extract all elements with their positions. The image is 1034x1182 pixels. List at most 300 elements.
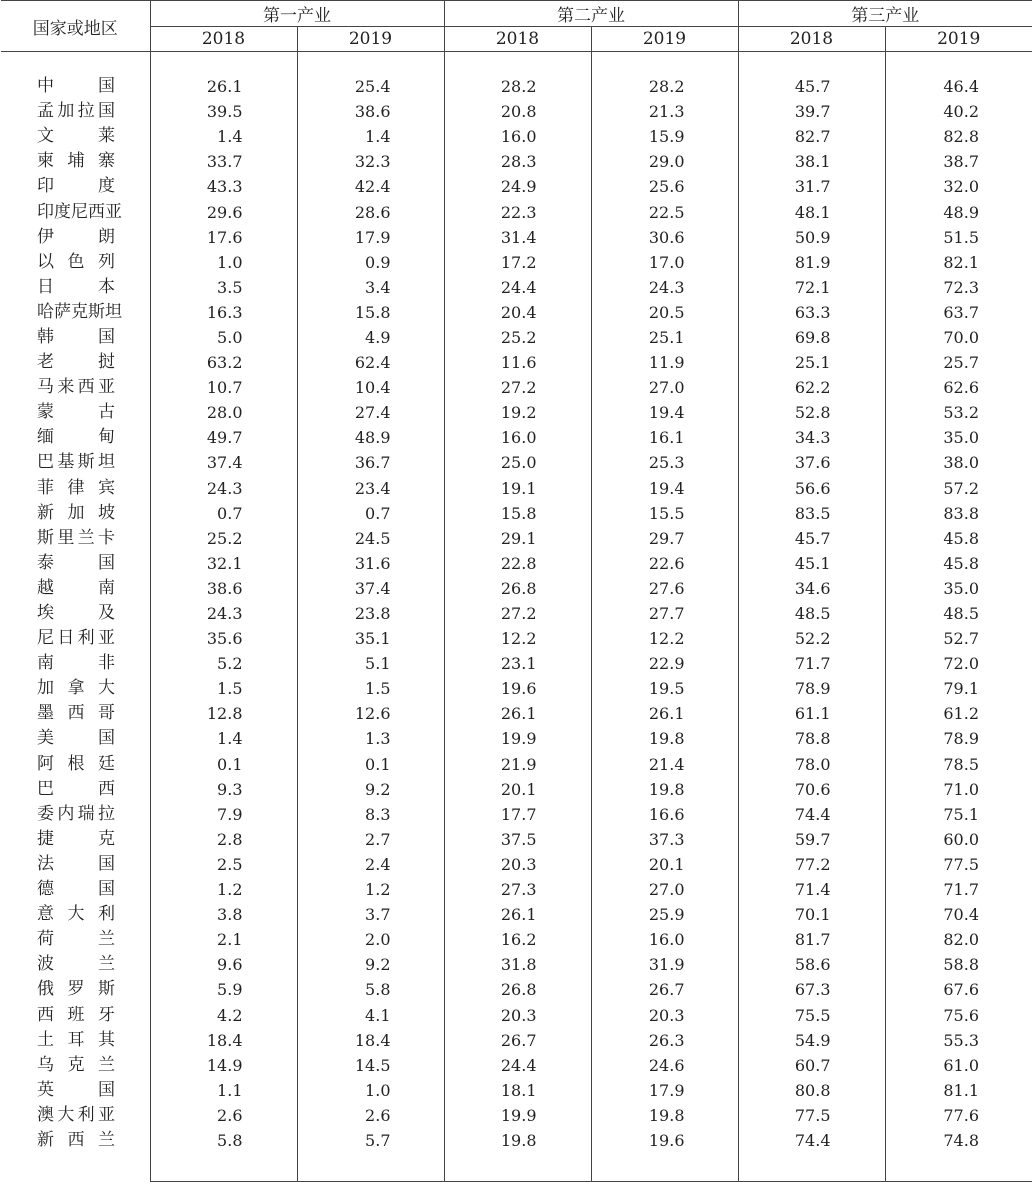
value-cell: 20.5 <box>591 300 738 325</box>
value-cell: 23.1 <box>444 651 591 676</box>
year-header: 2019 <box>591 27 738 52</box>
table-row <box>1 99 1032 124</box>
value-cell: 5.2 <box>150 651 297 676</box>
year-header: 2018 <box>444 27 591 52</box>
region-name: 新西兰 <box>37 1129 115 1150</box>
value-cell: 10.4 <box>297 375 444 400</box>
value-cell: 70.4 <box>943 905 979 925</box>
region-name: 意大利 <box>37 904 115 925</box>
value-cell: 27.0 <box>591 877 738 902</box>
region-cell <box>1 626 150 651</box>
value-cell: 2.7 <box>297 827 444 852</box>
value-cell: 16.0 <box>444 124 591 149</box>
value-cell: 16.0 <box>444 425 591 450</box>
region-name: 中国 <box>37 76 115 97</box>
region-cell <box>1 425 150 450</box>
region-cell <box>1 902 150 927</box>
industry-structure-table <box>1 1 1032 1182</box>
value-cell: 52.8 <box>738 400 885 425</box>
value-cell: 15.8 <box>297 300 444 325</box>
value-cell: 11.6 <box>444 350 591 375</box>
table-row <box>1 250 1032 275</box>
value-cell: 28.3 <box>444 149 591 174</box>
value-cell: 19.6 <box>591 1128 738 1153</box>
table-row <box>1 701 1032 726</box>
table-row <box>1 977 1032 1002</box>
year-header: 2019 <box>885 27 1032 52</box>
value-cell: 80.8 <box>738 1078 885 1103</box>
value-cell: 31.8 <box>444 952 591 977</box>
region-name: 尼日利亚 <box>37 628 115 649</box>
value-cell: 74.4 <box>738 802 885 827</box>
value-cell: 5.1 <box>297 651 444 676</box>
region-name: 乌克兰 <box>37 1054 115 1075</box>
value-cell: 19.9 <box>444 1103 591 1128</box>
value-cell: 27.6 <box>591 576 738 601</box>
region-name: 韩国 <box>37 326 115 347</box>
value-cell: 21.9 <box>444 752 591 777</box>
value-cell: 8.3 <box>297 802 444 827</box>
table-row <box>1 752 1032 777</box>
region-cell <box>1 526 150 551</box>
table-body <box>1 52 1032 1182</box>
region-name: 马来西亚 <box>37 377 115 398</box>
value-cell: 35.6 <box>150 626 297 651</box>
value-cell: 45.8 <box>943 553 979 573</box>
value-cell: 20.3 <box>591 1002 738 1027</box>
value-cell: 31.6 <box>297 551 444 576</box>
value-cell: 24.3 <box>150 601 297 626</box>
year-header: 2018 <box>738 27 885 52</box>
region-name: 越南 <box>37 577 115 598</box>
value-cell: 25.2 <box>444 325 591 350</box>
value-cell: 19.6 <box>444 676 591 701</box>
region-name: 老挝 <box>37 352 115 373</box>
region-name: 菲律宾 <box>37 477 115 498</box>
region-cell <box>1 877 150 902</box>
value-cell: 7.9 <box>150 802 297 827</box>
value-cell: 78.9 <box>738 676 885 701</box>
value-cell: 16.6 <box>591 802 738 827</box>
value-cell: 38.6 <box>297 99 444 124</box>
value-cell: 62.2 <box>738 375 885 400</box>
table-row <box>1 400 1032 425</box>
value-cell: 26.3 <box>591 1028 738 1053</box>
value-cell: 11.9 <box>591 350 738 375</box>
value-cell: 19.8 <box>444 1128 591 1153</box>
value-cell: 1.2 <box>150 877 297 902</box>
region-name: 斯里兰卡 <box>37 527 115 548</box>
table-row <box>1 1128 1032 1153</box>
value-cell: 17.2 <box>444 250 591 275</box>
region-cell <box>1 99 150 124</box>
region-name: 柬埔寨 <box>37 151 115 172</box>
value-cell: 58.6 <box>738 952 885 977</box>
region-cell <box>1 676 150 701</box>
value-cell: 39.5 <box>150 99 297 124</box>
value-cell: 3.5 <box>150 275 297 300</box>
value-cell: 1.3 <box>297 726 444 751</box>
value-cell: 4.1 <box>297 1002 444 1027</box>
value-cell: 48.5 <box>738 601 885 626</box>
region-cell <box>1 726 150 751</box>
region-cell <box>1 827 150 852</box>
value-cell: 78.8 <box>738 726 885 751</box>
region-cell <box>1 250 150 275</box>
region-column-header: 国家或地区 <box>1 1 150 52</box>
region-cell <box>1 1128 150 1153</box>
value-cell: 1.4 <box>150 726 297 751</box>
value-cell: 20.8 <box>444 99 591 124</box>
tertiary-industry-header: 第三产业 <box>738 1 1032 27</box>
table-row <box>1 1028 1032 1053</box>
value-cell: 23.8 <box>297 601 444 626</box>
value-cell: 0.1 <box>297 752 444 777</box>
year-header: 2019 <box>297 27 444 52</box>
region-name: 孟加拉国 <box>37 101 115 122</box>
table-row <box>1 877 1032 902</box>
value-cell: 83.5 <box>738 501 885 526</box>
value-cell: 26.1 <box>444 701 591 726</box>
table-row <box>1 425 1032 450</box>
value-cell: 0.1 <box>150 752 297 777</box>
value-cell: 51.5 <box>943 227 979 247</box>
value-cell: 74.8 <box>943 1130 979 1150</box>
value-cell: 1.2 <box>297 877 444 902</box>
value-cell: 17.7 <box>444 802 591 827</box>
value-cell: 3.7 <box>297 902 444 927</box>
value-cell: 4.9 <box>297 325 444 350</box>
region-cell <box>1 977 150 1002</box>
value-cell: 38.6 <box>150 576 297 601</box>
value-cell: 25.1 <box>591 325 738 350</box>
value-cell: 12.8 <box>150 701 297 726</box>
value-cell: 71.0 <box>943 779 979 799</box>
value-cell: 19.8 <box>591 777 738 802</box>
value-cell: 26.1 <box>150 74 297 99</box>
value-cell: 27.3 <box>444 877 591 902</box>
table-row <box>1 74 1032 99</box>
table-row <box>1 174 1032 199</box>
table-row <box>1 199 1032 224</box>
value-cell: 19.4 <box>591 400 738 425</box>
value-cell: 71.4 <box>738 877 885 902</box>
value-cell: 1.5 <box>297 676 444 701</box>
value-cell: 24.3 <box>150 476 297 501</box>
value-cell: 72.1 <box>738 275 885 300</box>
table-row <box>1 300 1032 325</box>
value-cell: 34.3 <box>738 425 885 450</box>
table-row <box>1 576 1032 601</box>
value-cell: 63.7 <box>943 302 979 322</box>
table-row <box>1 952 1032 977</box>
table-row <box>1 676 1032 701</box>
value-cell: 54.9 <box>738 1028 885 1053</box>
value-cell: 35.0 <box>943 578 979 598</box>
value-cell: 82.0 <box>943 930 979 950</box>
region-name: 加拿大 <box>37 678 115 699</box>
value-cell: 26.8 <box>444 576 591 601</box>
value-cell: 26.1 <box>591 701 738 726</box>
value-cell: 48.1 <box>738 199 885 224</box>
value-cell: 37.4 <box>150 450 297 475</box>
region-cell <box>1 1028 150 1053</box>
region-name: 法国 <box>37 853 115 874</box>
value-cell: 36.7 <box>297 450 444 475</box>
primary-industry-header: 第一产业 <box>150 1 444 27</box>
region-name: 埃及 <box>37 603 115 624</box>
region-name: 俄罗斯 <box>37 979 115 1000</box>
region-cell <box>1 651 150 676</box>
value-cell: 20.1 <box>444 777 591 802</box>
value-cell: 39.7 <box>738 99 885 124</box>
value-cell: 72.3 <box>943 277 979 297</box>
region-cell <box>1 174 150 199</box>
value-cell: 22.6 <box>591 551 738 576</box>
value-cell: 2.6 <box>297 1103 444 1128</box>
table-row <box>1 124 1032 149</box>
region-name: 巴西 <box>37 778 115 799</box>
value-cell: 38.0 <box>943 453 979 473</box>
value-cell: 45.7 <box>738 526 885 551</box>
value-cell: 31.9 <box>591 952 738 977</box>
value-cell: 25.0 <box>444 450 591 475</box>
value-cell: 26.1 <box>444 902 591 927</box>
region-cell <box>1 350 150 375</box>
value-cell: 42.4 <box>297 174 444 199</box>
value-cell: 46.4 <box>943 77 979 97</box>
region-cell <box>1 199 150 224</box>
value-cell: 33.7 <box>150 149 297 174</box>
value-cell: 1.0 <box>297 1078 444 1103</box>
value-cell: 2.8 <box>150 827 297 852</box>
value-cell: 1.0 <box>150 250 297 275</box>
table-row <box>1 375 1032 400</box>
value-cell: 32.3 <box>297 149 444 174</box>
value-cell: 75.1 <box>943 804 979 824</box>
value-cell: 40.2 <box>943 102 979 122</box>
region-name: 南非 <box>37 653 115 674</box>
value-cell: 45.1 <box>738 551 885 576</box>
value-cell: 2.4 <box>297 852 444 877</box>
value-cell: 18.1 <box>444 1078 591 1103</box>
value-cell: 26.8 <box>444 977 591 1002</box>
value-cell: 61.1 <box>738 701 885 726</box>
value-cell: 55.3 <box>943 1030 979 1050</box>
value-cell: 77.5 <box>943 854 979 874</box>
value-cell: 37.4 <box>297 576 444 601</box>
region-name: 土耳其 <box>37 1029 115 1050</box>
value-cell: 63.2 <box>150 350 297 375</box>
value-cell: 77.2 <box>738 852 885 877</box>
value-cell: 26.7 <box>444 1028 591 1053</box>
region-cell <box>1 952 150 977</box>
value-cell: 16.2 <box>444 927 591 952</box>
value-cell: 20.3 <box>444 1002 591 1027</box>
value-cell: 29.7 <box>591 526 738 551</box>
value-cell: 27.0 <box>591 375 738 400</box>
value-cell: 21.4 <box>591 752 738 777</box>
value-cell: 15.9 <box>591 124 738 149</box>
region-cell <box>1 601 150 626</box>
value-cell: 15.5 <box>591 501 738 526</box>
value-cell: 25.1 <box>738 350 885 375</box>
value-cell: 48.9 <box>943 202 979 222</box>
value-cell: 22.5 <box>591 199 738 224</box>
value-cell: 49.7 <box>150 425 297 450</box>
value-cell: 20.4 <box>444 300 591 325</box>
value-cell: 0.7 <box>297 501 444 526</box>
value-cell: 16.3 <box>150 300 297 325</box>
value-cell: 78.5 <box>943 754 979 774</box>
year-header: 2018 <box>150 27 297 52</box>
value-cell: 1.5 <box>150 676 297 701</box>
value-cell: 19.8 <box>591 726 738 751</box>
value-cell: 27.4 <box>297 400 444 425</box>
value-cell: 2.1 <box>150 927 297 952</box>
region-cell <box>1 576 150 601</box>
value-cell: 0.7 <box>150 501 297 526</box>
table-row <box>1 902 1032 927</box>
table-row <box>1 1103 1032 1128</box>
value-cell: 81.9 <box>738 250 885 275</box>
value-cell: 9.3 <box>150 777 297 802</box>
value-cell: 2.5 <box>150 852 297 877</box>
value-cell: 29.6 <box>150 199 297 224</box>
region-name: 日本 <box>37 276 115 297</box>
value-cell: 62.6 <box>943 378 979 398</box>
value-cell: 43.3 <box>150 174 297 199</box>
table-row <box>1 275 1032 300</box>
region-name: 波兰 <box>37 954 115 975</box>
value-cell: 19.8 <box>591 1103 738 1128</box>
table-row <box>1 501 1032 526</box>
value-cell: 23.4 <box>297 476 444 501</box>
value-cell: 78.0 <box>738 752 885 777</box>
value-cell: 17.9 <box>591 1078 738 1103</box>
value-cell: 2.6 <box>150 1103 297 1128</box>
value-cell: 27.2 <box>444 375 591 400</box>
value-cell: 71.7 <box>738 651 885 676</box>
table-row <box>1 726 1032 751</box>
value-cell: 67.3 <box>738 977 885 1002</box>
value-cell: 50.9 <box>738 225 885 250</box>
spacer-row <box>1 1153 1032 1182</box>
group-header-row <box>1 1 1032 27</box>
table-row <box>1 450 1032 475</box>
value-cell: 78.9 <box>943 729 979 749</box>
value-cell: 61.2 <box>943 704 979 724</box>
value-cell: 61.0 <box>943 1055 979 1075</box>
region-cell <box>1 501 150 526</box>
value-cell: 17.6 <box>150 225 297 250</box>
value-cell: 14.5 <box>297 1053 444 1078</box>
value-cell: 81.7 <box>738 927 885 952</box>
value-cell: 71.7 <box>943 880 979 900</box>
region-cell <box>1 1078 150 1103</box>
table-row <box>1 777 1032 802</box>
region-cell <box>1 275 150 300</box>
value-cell: 56.6 <box>738 476 885 501</box>
region-name: 美国 <box>37 728 115 749</box>
region-name: 文莱 <box>37 126 115 147</box>
value-cell: 31.4 <box>444 225 591 250</box>
value-cell: 53.2 <box>943 403 979 423</box>
region-name: 印度尼西亚 <box>37 201 122 222</box>
table-row <box>1 325 1032 350</box>
value-cell: 25.2 <box>150 526 297 551</box>
value-cell: 19.1 <box>444 476 591 501</box>
value-cell: 62.4 <box>297 350 444 375</box>
value-cell: 4.2 <box>150 1002 297 1027</box>
region-name: 墨西哥 <box>37 703 115 724</box>
value-cell: 5.7 <box>297 1128 444 1153</box>
value-cell: 48.9 <box>297 425 444 450</box>
value-cell: 16.0 <box>591 927 738 952</box>
region-name: 伊朗 <box>37 226 115 247</box>
value-cell: 45.7 <box>738 74 885 99</box>
region-cell <box>1 1103 150 1128</box>
value-cell: 27.2 <box>444 601 591 626</box>
table-row <box>1 1002 1032 1027</box>
value-cell: 29.0 <box>591 149 738 174</box>
value-cell: 25.9 <box>591 902 738 927</box>
table-row <box>1 651 1032 676</box>
table-row <box>1 827 1032 852</box>
region-name: 巴基斯坦 <box>37 452 115 473</box>
value-cell: 25.4 <box>297 74 444 99</box>
value-cell: 5.0 <box>150 325 297 350</box>
value-cell: 77.6 <box>943 1105 979 1125</box>
value-cell: 38.1 <box>738 149 885 174</box>
region-name: 英国 <box>37 1079 115 1100</box>
value-cell: 9.2 <box>297 952 444 977</box>
value-cell: 52.7 <box>943 629 979 649</box>
region-name: 印度 <box>37 176 115 197</box>
table-row <box>1 350 1032 375</box>
value-cell: 21.3 <box>591 99 738 124</box>
value-cell: 52.2 <box>738 626 885 651</box>
value-cell: 37.5 <box>444 827 591 852</box>
value-cell: 79.1 <box>943 679 979 699</box>
value-cell: 24.9 <box>444 174 591 199</box>
value-cell: 18.4 <box>297 1028 444 1053</box>
value-cell: 12.2 <box>444 626 591 651</box>
region-cell <box>1 225 150 250</box>
value-cell: 18.4 <box>150 1028 297 1053</box>
value-cell: 70.6 <box>738 777 885 802</box>
region-name: 阿根廷 <box>37 753 115 774</box>
value-cell: 20.3 <box>444 852 591 877</box>
value-cell: 22.8 <box>444 551 591 576</box>
value-cell: 83.8 <box>943 503 979 523</box>
value-cell: 22.3 <box>444 199 591 224</box>
value-cell: 24.6 <box>591 1053 738 1078</box>
value-cell: 19.2 <box>444 400 591 425</box>
region-cell <box>1 802 150 827</box>
value-cell: 75.5 <box>738 1002 885 1027</box>
region-cell <box>1 476 150 501</box>
value-cell: 26.7 <box>591 977 738 1002</box>
year-header-row <box>1 27 1032 52</box>
value-cell: 60.0 <box>943 829 979 849</box>
table-row <box>1 225 1032 250</box>
value-cell: 25.6 <box>591 174 738 199</box>
value-cell: 19.9 <box>444 726 591 751</box>
value-cell: 15.8 <box>444 501 591 526</box>
region-cell <box>1 1002 150 1027</box>
value-cell: 82.8 <box>943 127 979 147</box>
